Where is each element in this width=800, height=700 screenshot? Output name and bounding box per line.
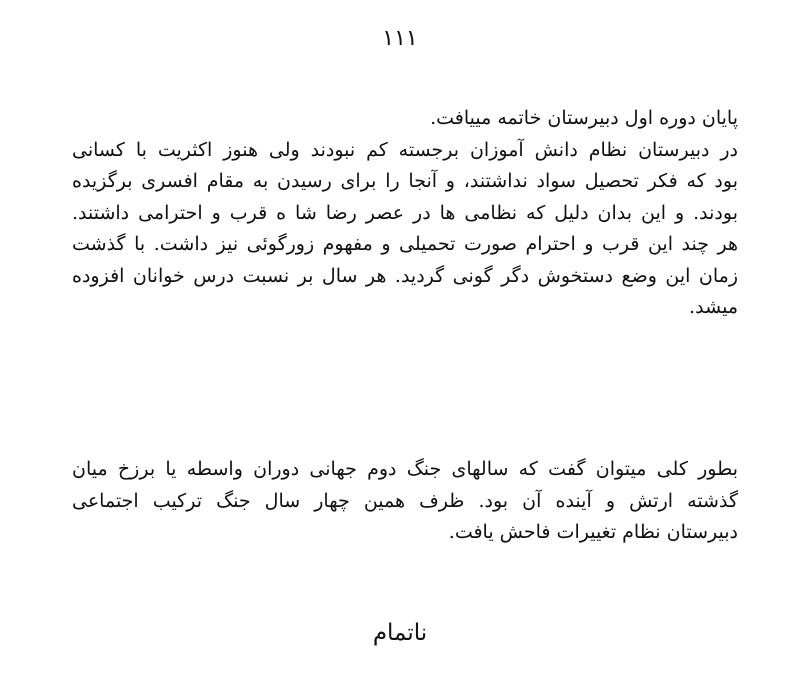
text-line: هر چند این قرب و احترام صورت تحمیلی و مفهوم زورگوئی نیز داشت. با گذشت (72, 233, 738, 255)
closing-note: ناتمام (372, 620, 428, 646)
paragraph-1 (72, 103, 738, 324)
text-line: زمان این وضع دستخوش دگر گونی گردید. هر سال بر نسبت درس خوانان افزوده (72, 264, 738, 287)
text-line: بود که فکر تحصیل سواد نداشتند، و آنجا را برای رسیدن به مقام افسری برگزیده (72, 170, 738, 192)
page-number: ۱۱۱ (382, 26, 418, 51)
paragraph-2 (72, 454, 738, 549)
text-line: بودند. و این بدان دلیل که نظامی ها در عصر رضا شا ه قرب و احترامی داشتند. (72, 201, 738, 224)
text-line: گذشته ارتش و آینده آن بود. ظرف همین چهار سال جنگ ترکیب اجتماعی (72, 489, 738, 512)
text-line: در دبیرستان نظام دانش آموزان برجسته کم نبودند ولی هنوز اکثریت با کسانی (72, 138, 738, 161)
text-line: میشد. (689, 296, 738, 318)
text-line: پایان دوره اول دبیرستان خاتمه مییافت. (430, 107, 738, 129)
text-line: دبیرستان نظام تغییرات فاحش یافت. (448, 521, 738, 543)
text-line: بطور کلی میتوان گفت که سالهای جنگ دوم جهانی دوران واسطه یا برزخ میان (72, 458, 738, 480)
